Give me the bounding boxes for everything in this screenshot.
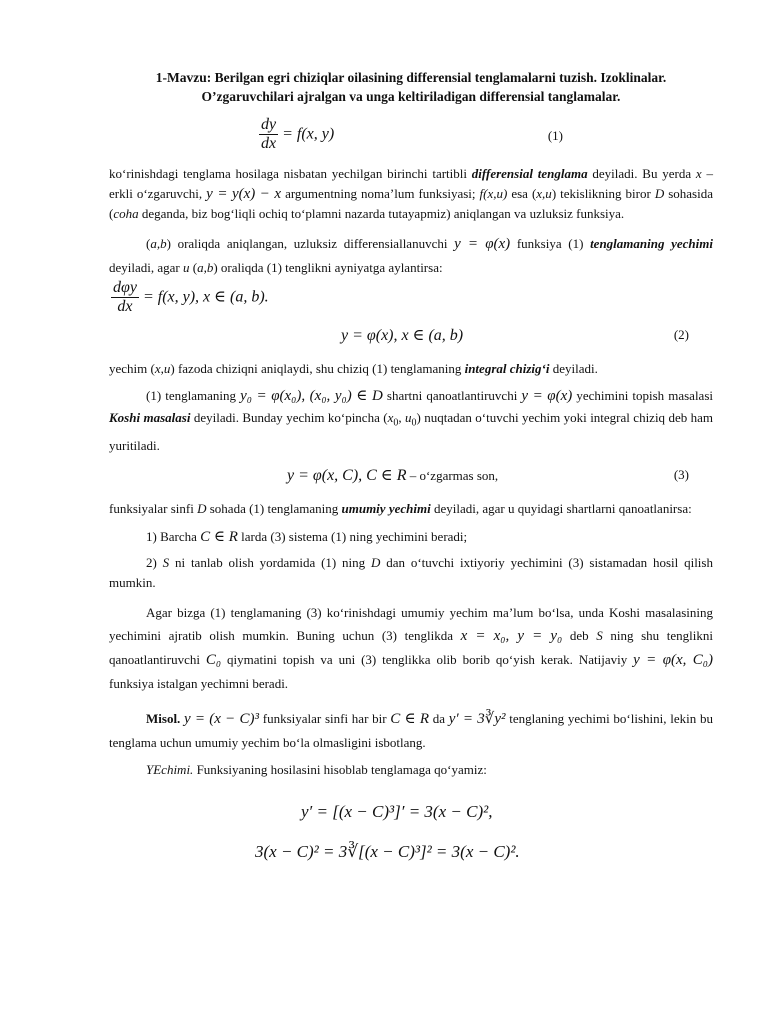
identity-fraction: $\frac{\text{dφy}}{dx}$ bbox=[113, 279, 137, 316]
solution-label: YEchimi. bbox=[146, 761, 194, 777]
eq1-number: (1) bbox=[547, 128, 563, 143]
equation-1 bbox=[109, 116, 713, 160]
paragraph-6: Agar bizga (1) tenglamaning (3) ko‘rinishdagi umumiy yechim ma’lum bo‘lsa, unda Koshi masalasining yechimini ajratib olish mumkin. Buning uchun (3) tenglikda x = x₀, y = y₀ deb S ning shu tenglikni qanoatlantiruvchi C₀ qiymatini topish va uni (3) tenglikka olib borib qo‘yish kerak. Natijaviy y = φ(x, C₀) funksiya istalgan yechimni beradi. bbox=[109, 604, 714, 691]
example-label: Misol. bbox=[146, 710, 181, 726]
document-page bbox=[109, 68, 713, 876]
title-line-1: 1-Mavzu: Berilgan egri chiziqlar oilasining differensial tenglamalarni tuzish. Izoklinalar. bbox=[155, 70, 667, 85]
condition-2: 2) S ni tanlab olish yordamida (1) ning D dan o‘tuvchi ixtiyoriy yechimini (3) sistamadan hosil qilish mumkin. bbox=[109, 554, 713, 590]
equation-3: y = φ(x, C), C ∈ R – o‘zgarmas son, (3) bbox=[287, 466, 689, 484]
document-title bbox=[109, 68, 713, 106]
identity-equation: $\frac{\text{dφy}}{dx}$ = f(x, y), x ∈ (a, b). bbox=[113, 279, 269, 316]
eq1-rhs: = f(x, y) bbox=[282, 125, 335, 143]
condition-1: 1) Barcha C ∈ R larda (3) sistema (1) ning yechimini beradi; bbox=[146, 528, 468, 545]
paragraph-3: yechim (x,u) fazoda chiziqni aniqlaydi, shu chiziq (1) tenglamaning integral chizig‘i deyiladi. bbox=[109, 361, 598, 376]
verification-equation: 3(x − C)² = 3∛[(x − C)³]² = 3(x − C)². bbox=[255, 841, 520, 861]
title-line-2: O’zgaruvchilari ajralgan va unga keltiriladigan differensial tanglamalar. bbox=[201, 89, 621, 104]
paragraph-2: (a,b) oraliqda aniqlangan, uzluksiz differensiallanuvchi y = φ(x) funksiya (1) tenglamaning yechimi deyiladi, agar u (a,b) oraliqda (1) tenglikni ayniyatga aylantirsa: bbox=[109, 236, 713, 275]
eq2-number: (2) bbox=[673, 327, 689, 342]
eq1-fraction: $\frac{dy}{dx}$ bbox=[261, 116, 277, 153]
paragraph-1: ko‘rinishdagi tenglama hosilaga nisbatan yechilgan birinchi tartibli differensial tenglama deyiladi. Bu yerda x – erkli o‘zgaruvchi, y = y(x) − x argumentning noma’lum funksiyasi; f(x,u) esa (x,u) tekislikning biror D sohasida (coha deganda, biz bog‘liqli ochiq to‘plamni nazarda tutayapmiz) aniqlangan va uzluksiz funksiya. bbox=[109, 166, 713, 221]
solution-paragraph: YEchimi. Funksiyaning hosilasini hisoblab tenglamaga qo‘yamiz: bbox=[146, 761, 487, 777]
equation-2: y = φ(x), x ∈ (a, b) (2) bbox=[341, 327, 689, 344]
paragraph-5: funksiyalar sinfi D sohada (1) tenglamaning umumiy yechimi deyiladi, agar u quyidagi shartlarni qanoatlanirsa: bbox=[109, 500, 692, 516]
eq3-number: (3) bbox=[673, 466, 689, 482]
example-paragraph: Misol. y = (x − C)³ funksiyalar sinfi har bir C ∈ R da y′ = 3∛y² tenglaning yechimi bo‘lishini, lekin bu tenglama uchun umumiy yechim bo‘la olmasligini isbotlang. bbox=[109, 710, 713, 750]
derivative-equation: y′ = [(x − C)³]′ = 3(x − C)², bbox=[301, 801, 493, 821]
paragraph-4: (1) tenglamaning y₀ = φ(x₀), (x₀, y₀) ∈ D shartni qanoatlantiruvchi y = φ(x) yechimini topish masalasi Koshi masalasi deyiladi. Bunday yechim ko‘pincha ($x_0$, $u_0$) nuqtadan o‘tuvchi yechim yoki integral chiziq deb ham yuritiladi. bbox=[109, 388, 714, 453]
